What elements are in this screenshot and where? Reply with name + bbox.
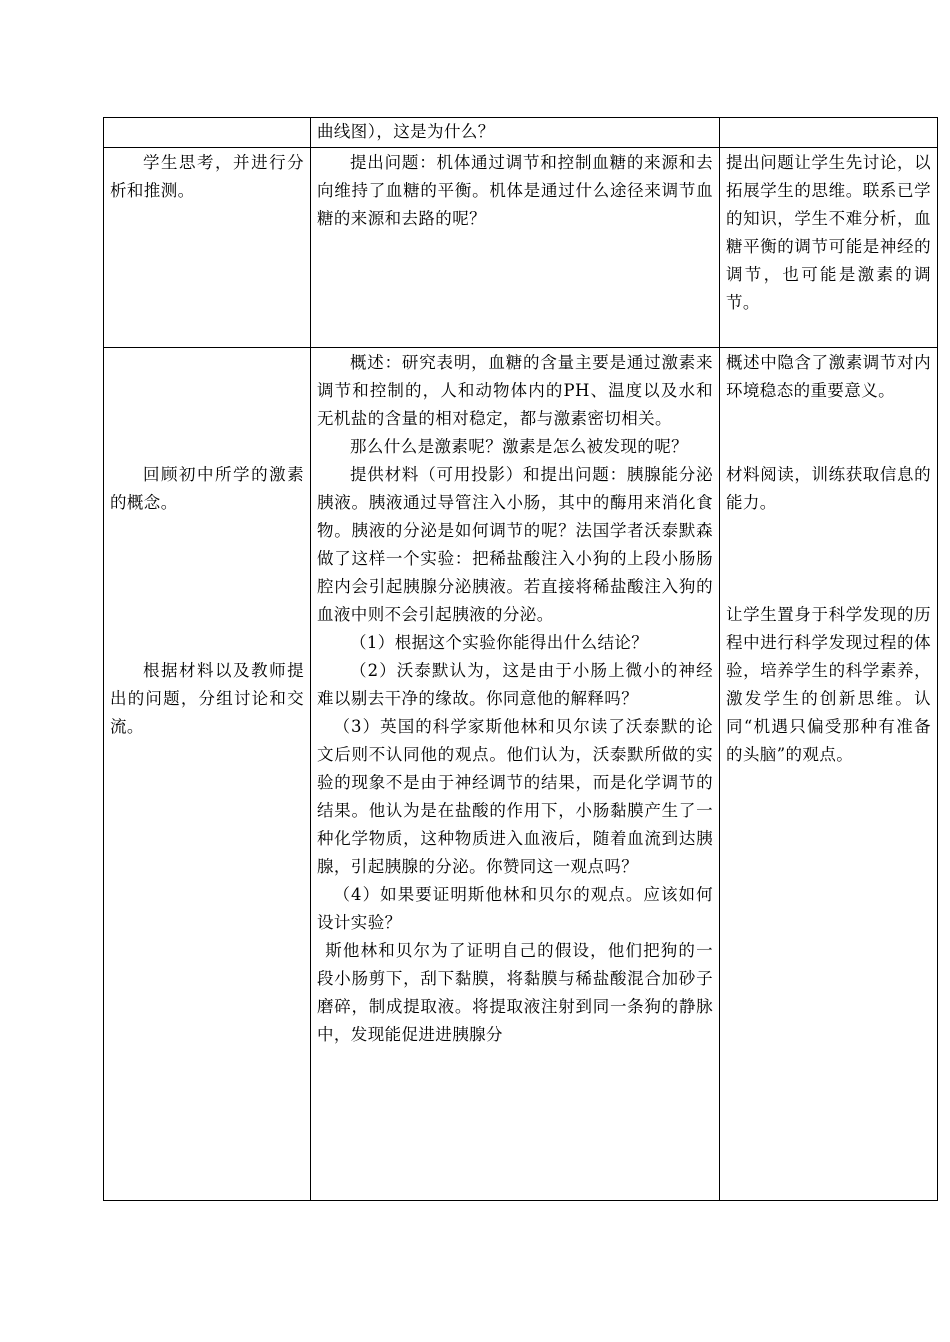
teacher-text: 那么什么是激素呢？激素是怎么被发现的呢？ bbox=[350, 437, 688, 456]
teacher-text: （1）根据这个实验你能得出什么结论？ bbox=[350, 633, 649, 652]
teacher-activity-cell bbox=[311, 348, 720, 1201]
student-text: 回顾初中所学的激素的概念。 bbox=[110, 465, 304, 512]
intent-text: 让学生置身于科学发现的历程中进行科学发现过程的体验，培养学生的科学素养，激发学生的创新思维。认同“机遇只偏受那种有准备的头脑”的观点。 bbox=[726, 605, 931, 764]
intent-text: 材料阅读，训练获取信息的能力。 bbox=[726, 465, 931, 512]
student-activity-cell bbox=[104, 148, 311, 348]
teacher-text: （2）沃泰默认为，这是由于小肠上微小的神经难以剔去干净的缘故。你同意他的解释吗？ bbox=[317, 661, 713, 708]
teacher-activity-cell bbox=[311, 118, 720, 148]
design-intent-cell bbox=[720, 118, 938, 148]
teacher-text: 概述：研究表明，血糖的含量主要是通过激素来调节和控制的，人和动物体内的PH、温度以及水和无机盐的含量的相对稳定，都与激素密切相关。 bbox=[317, 353, 713, 428]
table-row bbox=[104, 148, 938, 348]
teacher-text: 斯他林和贝尔为了证明自己的假设，他们把狗的一段小肠剪下，刮下黏膜，将黏膜与稀盐酸混合加砂子磨碎，制成提取液。将提取液注射到同一条狗的静脉中，发现能促进进胰腺分 bbox=[317, 941, 713, 1044]
teacher-text: 提供材料（可用投影）和提出问题：胰腺能分泌胰液。胰液通过导管注入小肠，其中的酶用来消化食物。胰液的分泌是如何调节的呢？法国学者沃泰默森做了这样一个实验：把稀盐酸注入小狗的上段小肠肠腔内会引起胰腺分泌胰液。若直接将稀盐酸注入狗的血液中则不会引起胰液的分泌。 bbox=[317, 465, 713, 624]
teacher-activity-cell bbox=[311, 148, 720, 348]
intent-text: 概述中隐含了激素调节对内环境稳态的重要意义。 bbox=[726, 353, 931, 400]
teacher-text: 提出问题：机体通过调节和控制血糖的来源和去向维持了血糖的平衡。机体是通过什么途径来调节血糖的来源和去路的呢？ bbox=[317, 153, 713, 228]
student-activity-cell bbox=[104, 348, 311, 1201]
student-text: 根据材料以及教师提出的问题，分组讨论和交流。 bbox=[110, 661, 304, 736]
teacher-text: 曲线图），这是为什么？ bbox=[317, 122, 495, 141]
table-row bbox=[104, 348, 938, 1201]
table-row bbox=[104, 118, 938, 148]
design-intent-cell bbox=[720, 348, 938, 1201]
teacher-text: （4）如果要证明斯他林和贝尔的观点。应该如何设计实验？ bbox=[317, 885, 713, 932]
student-text: 学生思考，并进行分析和推测。 bbox=[110, 153, 304, 200]
design-intent-cell bbox=[720, 148, 938, 348]
lesson-plan-table bbox=[103, 117, 938, 1201]
student-activity-cell bbox=[104, 118, 311, 148]
intent-text: 提出问题让学生先讨论，以拓展学生的思维。联系已学的知识，学生不难分析，血糖平衡的调节可能是神经的调节，也可能是激素的调节。 bbox=[726, 153, 931, 312]
teacher-text: （3）英国的科学家斯他林和贝尔读了沃泰默的论文后则不认同他的观点。他们认为，沃泰默所做的实验的现象不是由于神经调节的结果，而是化学调节的结果。他认为是在盐酸的作用下，小肠黏膜产生了一种化学物质，这种物质进入血液后，随着血流到达胰腺，引起胰腺的分泌。你赞同这一观点吗？ bbox=[317, 717, 713, 876]
